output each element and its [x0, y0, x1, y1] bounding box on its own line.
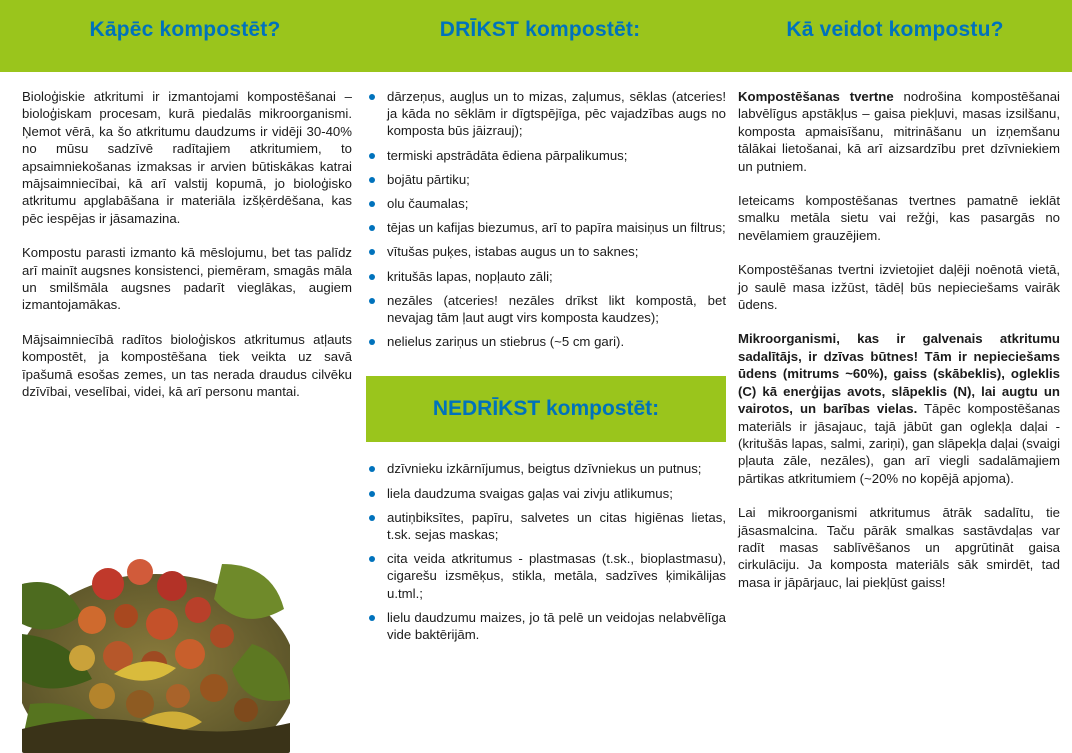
heading-why: Kāpēc kompostēt?: [89, 18, 281, 41]
list-item: nelielus zariņus un stiebrus (~5 cm gari).: [366, 333, 726, 350]
column-allowed: [366, 88, 726, 650]
heading-how: Kā veidot kompostu?: [786, 18, 1004, 41]
how-paragraph-3: Kompostēšanas tvertni izvietojiet daļēji noēnotā vietā, jo saulē masa izžūst, tādēļ būs nepieciešams vairāk ūdens.: [738, 262, 1060, 313]
list-item: olu čaumalas;: [366, 195, 726, 212]
how-p1-bold: Kompostēšanas tvertne: [738, 89, 894, 104]
how-p4-rest: Tāpēc kompostēšanas materiāls ir jāsajauc, tajā jābūt gan oglekļa daļai - (kritušās lapas, salmi, zariņi), gan slāpekļa daļai (svaigi pļauta zāle, nezāles), gan arī viegli sadalāmajiem pārtikas atkritumiem (~20% no kopējā apjoma).: [738, 401, 1061, 486]
list-item: kritušās lapas, nopļauto zāli;: [366, 268, 726, 285]
list-item: lielu daudzumu maizes, jo tā pelē un veidojas nelabvēlīga vide baktērijām.: [366, 609, 726, 643]
list-item: dārzeņus, augļus un to mizas, zaļumus, sēklas (atceries! ja kāda no sēklām ir dīgtspējīga, pēc vajadzības augs no komposta būs jāizrauj);: [366, 88, 726, 140]
list-item: liela daudzuma svaigas gaļas vai zivju atlikumus;: [366, 485, 726, 502]
compost-pile-photo: [22, 524, 290, 753]
how-paragraph-5: Lai mikroorganismi atkritumus ātrāk sadalītu, tie jāsasmalcina. Taču pārāk smalkas sastāvdaļas var radīt masas sablīvēšanos un apgrūtināt gaisa cirkulāciju. Ja komposta materiāls sāk smirdēt, tad masa ir jāpārjauc, lai piekļūst gaiss!: [738, 505, 1060, 590]
list-item: vītušas puķes, istabas augus un to saknes;: [366, 243, 726, 260]
how-p1-rest: nodrošina kompostēšanai labvēlīgus apstākļus – gaisa piekļuvi, masas izsilšanu, komposta apmaisīšanu, mitrināšanu un izņemšanu tālākai lietošanai, kā arī aizsardzību pret dzīvniekiem un putniem.: [738, 89, 1060, 174]
why-paragraph-2: Kompostu parasti izmanto kā mēslojumu, bet tas palīdz arī mainīt augsnes konsistenci, piemēram, smagās māla un smilšmāla augsnes padarīt vieglākas, augiem izmantojamākas.: [22, 245, 352, 313]
why-paragraph-3: Mājsaimniecībā radītos bioloģiskos atkritumus atļauts kompostēt, ja kompostēšana tiek veikta uz savā īpašumā esošas zemes, un tas nerada draudus cilvēku dzīvībai, veselībai, videi, kā arī personu mantai.: [22, 331, 352, 400]
list-item: dzīvnieku izkārnījumus, beigtus dzīvniekus un putnus;: [366, 460, 726, 477]
list-item: tējas un kafijas biezumus, arī to papīra maisiņus un filtrus;: [366, 219, 726, 236]
how-paragraph-2: Ieteicams kompostēšanas tvertnes pamatnē ieklāt smalku metāla sietu vai režģi, kas pasargās no nevēlamiem grauzējiem.: [738, 193, 1060, 243]
how-paragraph-4: [738, 330, 1060, 487]
heading-forbidden: NEDRĪKST kompostēt:: [432, 397, 660, 421]
list-item: nezāles (atceries! nezāles drīkst likt kompostā, bet nevajag tām ļaut augt virs komposta kaudzes);: [366, 292, 726, 326]
allowed-list: [366, 88, 726, 350]
list-item: bojātu pārtiku;: [366, 171, 726, 188]
column-why: [22, 88, 352, 418]
heading-forbidden-band: [366, 376, 726, 442]
why-paragraph-1: Bioloģiskie atkritumi ir izmantojami kompostēšanai – bioloģiskam procesam, kurā piedalās mikroorganismi. Ņemot vērā, ka šo atkritumu daudzums ir vidēji 30-40% no mūsu sadzīvē radītajiem atkritumiem, to apsaimniekošanas izmaksas ir arvien būtiskākas katrai mājsaimniecībai, kā arī valstij kopumā, jo bioloģisko atkritumu apglabāšana ir materiāla izšķērdēšana, kas pēc iespējas ir jāsamazina.: [22, 89, 352, 226]
how-p4-bold: Mikroorganismi, kas ir galvenais atkritumu sadalītājs, ir dzīvas būtnes! Tām ir nepieciešams ūdens (mitrums ~60%), gaiss (skābeklis), ogleklis (C) kā enerģijas avots, slāpeklis (N), lai augtu un vairotos, un barības vielas.: [738, 331, 1060, 417]
heading-allowed: DRĪKST kompostēt:: [439, 18, 641, 41]
list-item: termiski apstrādāta ēdiena pārpalikumus;: [366, 147, 726, 164]
list-item: cita veida atkritumus - plastmasas (t.sk., bioplastmasu), cigarešu izsmēķus, stikla, metāla, sadzīves ķimikālijas u.tml.;: [366, 550, 726, 602]
how-paragraph-1: [738, 88, 1060, 175]
column-how: [738, 88, 1060, 608]
list-item: autiņbiksītes, papīru, salvetes un citas higiēnas lietas, t.sk. sejas maskas;: [366, 509, 726, 543]
forbidden-list: [366, 460, 726, 643]
